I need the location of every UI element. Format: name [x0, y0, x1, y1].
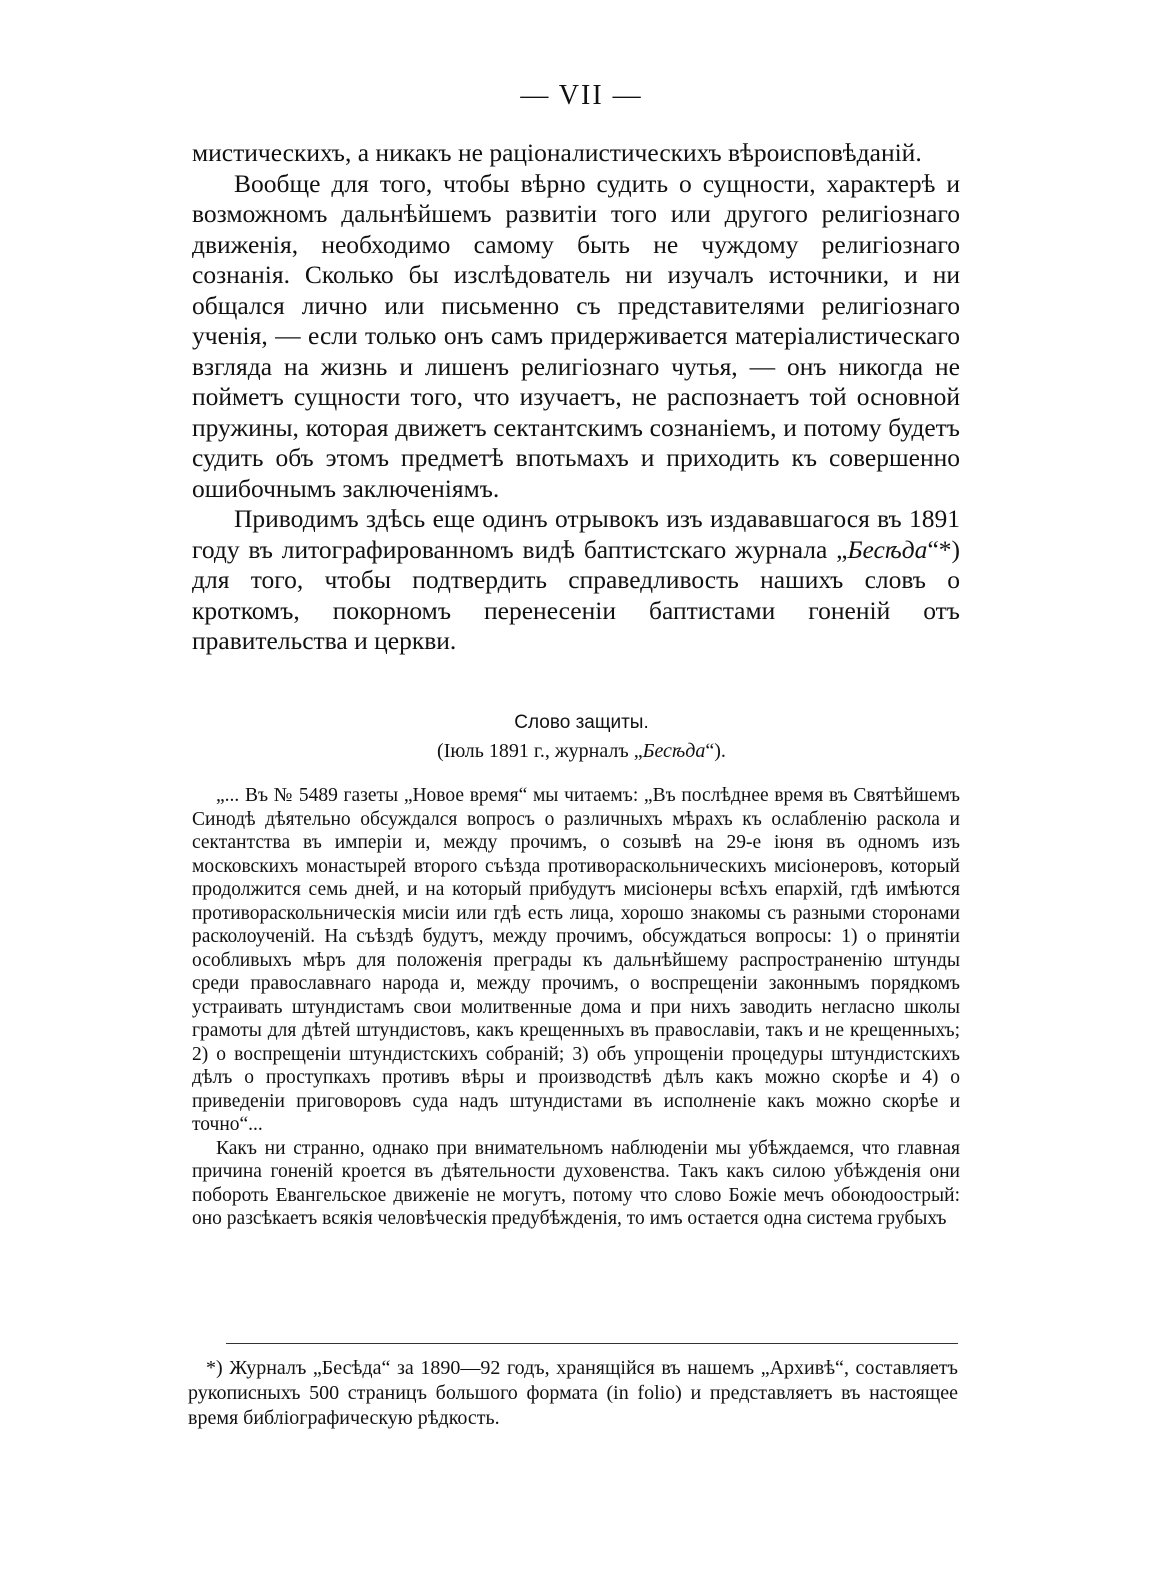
main-text: [192, 138, 960, 657]
journal-title: Бесѣда: [847, 534, 928, 564]
section-subtitle: [0, 740, 1163, 763]
quoted-article: [192, 784, 960, 1231]
footnote: [188, 1356, 958, 1431]
quote-paragraph-newspaper: „... Въ № 5489 газеты „Новое время“ мы читаемъ: „Въ послѣднее время въ Святѣйшемъ Синодѣ дѣятельно обсуждался вопросъ о различныхъ мѣрахъ къ ослабленію раскола и сектантства въ имперіи и, между прочимъ, о созывѣ на 29-е іюня въ одномъ изъ московскихъ монастырей второго съѣзда противораскольническихъ мисіонеровъ, который продолжится семь дней, и на который прибудутъ мисіонеры всѣхъ епархій, гдѣ имѣются противораскольническія мисіи или гдѣ есть лица, хорошо знакомы съ разными сторонами расколоученій. На съѣздѣ будутъ, между прочимъ, обсуждаться вопросы: 1) о принятіи особливыхъ мѣръ для положенія преграды къ дальнѣйшему распространенію штунды среди православнаго народа и, между прочимъ, о воспрещеніи законнымъ порядкомъ устраивать штундистамъ свои молитвенные дома и при нихъ заводить негласно школы грамоты для дѣтей штундистовъ, какъ крещенныхъ въ православіи, такъ и не крещенныхъ; 2) о воспрещеніи штундистскихъ собраній; 3) объ упрощеніи процедуры штундистскихъ дѣлъ о проступкахъ противъ вѣры и производствѣ дѣлъ какъ можно скорѣе и 4) о приведеніи приговоровъ суда надъ штундистами въ исполненіе какъ можно скорѣе и точно“...: [192, 785, 960, 1135]
paragraph-religious-awareness: Вообще для того, чтобы вѣрно судить о сущности, характерѣ и возможномъ дальнѣйшемъ развитіи того или другого религіознаго движенія, необходимо самому быть не чуждому религіознаго сознанія. Сколько бы изслѣдователь ни изучалъ источники, и ни общался лично или письменно съ представителями религіознаго ученія, — если только онъ самъ придерживается матеріалистическаго взгляда на жизнь и лишенъ религіознаго чутья, — онъ никогда не пойметъ сущности того, что изучаетъ, не распознаетъ той основной пружины, которая движетъ сектантскимъ сознаніемъ, и потому будетъ судить объ этомъ предметѣ впотьмахъ и приходить къ совершенно ошибочнымъ заключеніямъ.: [192, 168, 960, 503]
subtitle-end: “).: [705, 740, 726, 762]
subtitle-start: (Іюль 1891 г., журналъ „: [437, 740, 643, 762]
footnote-text: *) Журналъ „Бесѣда“ за 1890—92 годъ, хранящійся въ нашемъ „Архивѣ“, составляетъ рукописныхъ 500 страницъ большого формата (in folio) и представляетъ въ настоящее время библіографическую рѣдкость.: [188, 1357, 958, 1429]
quote-paragraph-clergy: Какъ ни странно, однако при внимательномъ наблюденіи мы убѣждаемся, что главная причина гоненій кроется въ дѣятельности духовенства. Такъ какъ силою убѣжденія они побороть Евангельское движеніе не могутъ, потому что слово Божіе мечъ обоюдоострый: оно разсѣкаетъ всякія человѣческія предубѣжденія, то имъ остается одна система грубыхъ: [192, 1137, 960, 1229]
page-number: — VII —: [520, 80, 643, 111]
subtitle-journal-title: Бесѣда: [642, 740, 706, 762]
paragraph-besseda-intro: [192, 504, 960, 657]
paragraph-continuation: мистическихъ, а никакъ не раціоналистическихъ вѣроисповѣданій.: [192, 138, 922, 167]
footnote-divider: [226, 1343, 958, 1344]
section-title: Слово защиты.: [514, 712, 649, 733]
paragraph-besseda-intro-end: “*) для того, чтобы подтвердить справедливость нашихъ словъ о кроткомъ, покорномъ перенесеніи баптистами гоненій отъ правительства и церкви.: [192, 534, 960, 655]
paragraph-besseda-intro-start: Приводимъ здѣсь еще одинъ отрывокъ изъ издававшагося въ 1891 году въ литографированномъ видѣ баптистскаго журнала „: [192, 504, 960, 564]
